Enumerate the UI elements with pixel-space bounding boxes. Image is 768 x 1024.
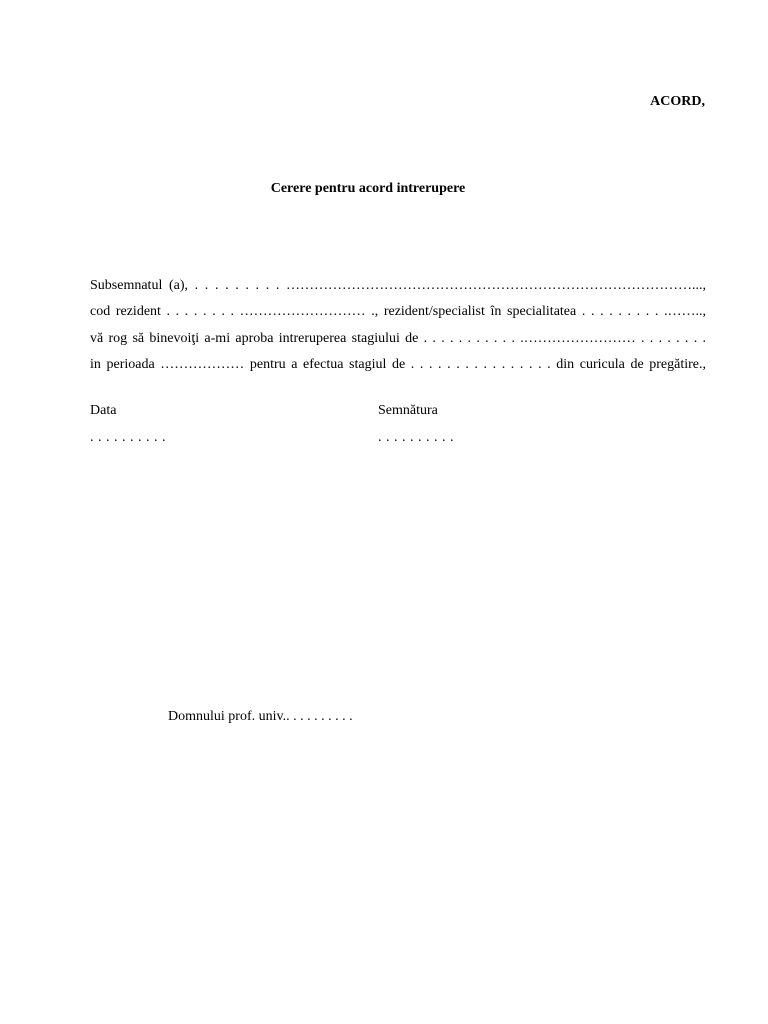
date-label: Data [90, 403, 117, 418]
signature-field: . . . . . . . . . . [378, 430, 454, 445]
request-line-name: Subsemnatul (a), . . . . . . . . . ……………………………………………………………………………..., [90, 278, 706, 293]
signature-label: Semnătura [378, 403, 438, 418]
date-field: . . . . . . . . . . [90, 430, 166, 445]
request-line-resident-code: cod rezident . . . . . . . . ……………………… ., rezident/specialist în specialitatea . . . . . . . . . .…….., [90, 304, 706, 319]
request-line-period: in perioada ……………… pentru a efectua stagiul de . . . . . . . . . . . . . . . . din curicula de pregătire., [90, 357, 706, 372]
request-line-interruption: vă rog să binevoiţi a-mi aproba intreruperea stagiului de . . . . . . . . . . . .…………………… . . . . . . . . [90, 331, 706, 346]
approval-label: ACORD, [650, 94, 705, 109]
addressee-line: Domnului prof. univ.. . . . . . . . . . [168, 709, 353, 724]
document-title: Cerere pentru acord intrerupere [270, 181, 466, 196]
